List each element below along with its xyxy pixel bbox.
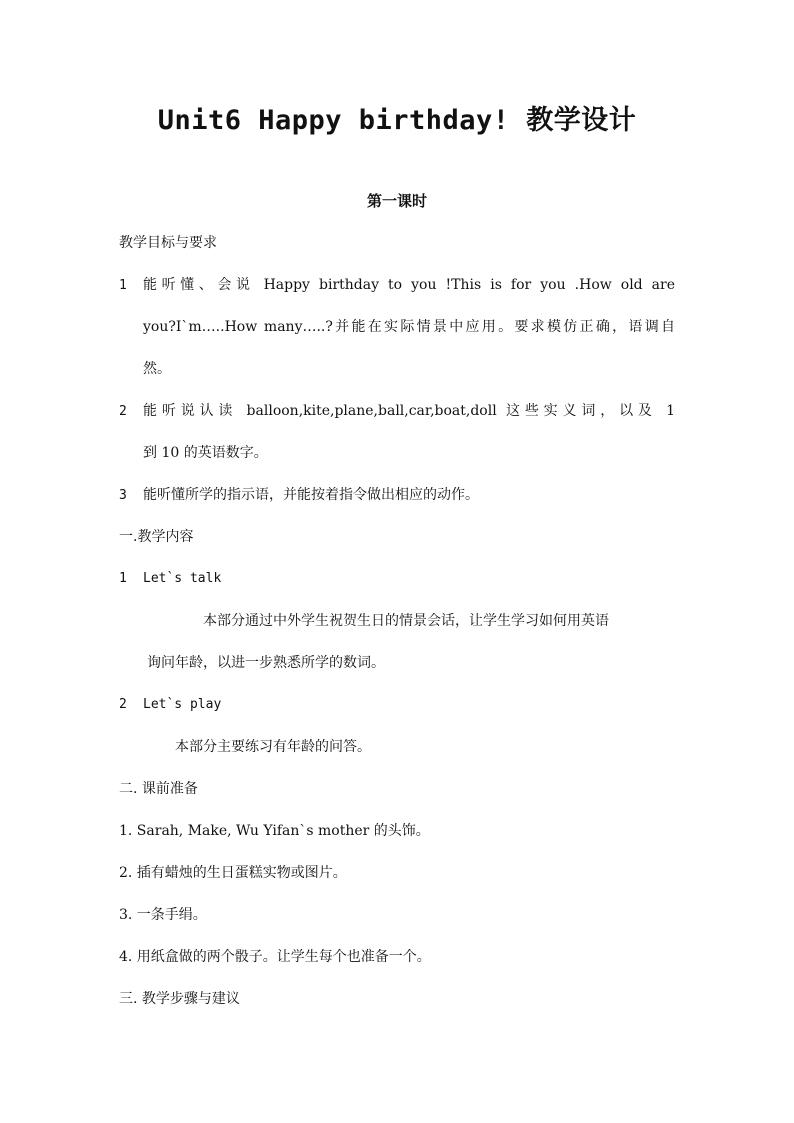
preparation-heading: 二. 课前准备	[119, 781, 198, 797]
objective-number: 2	[119, 404, 127, 419]
content-1-line-2: 询问年龄，以进一步熟悉所学的数词。	[147, 655, 385, 671]
objective-number: 1	[119, 278, 127, 293]
steps-heading: 三. 教学步骤与建议	[119, 991, 240, 1007]
content-number: 1	[119, 571, 127, 586]
objective-item	[119, 275, 143, 296]
preparation-item: 4. 用纸盒做的两个骰子。让学生每个也准备一个。	[119, 949, 431, 965]
content-item-2	[119, 695, 221, 715]
objective-1-line-2: you?I`m…..How many…..?并能在实际情景中应用。要求模仿正确，语调自	[143, 319, 675, 335]
objective-2-line-1: 能听说认读 balloon,kite,plane,ball,car,boat,doll 这些实义词，以及 1	[143, 403, 675, 419]
objective-item	[119, 401, 143, 422]
objective-number: 3	[119, 488, 127, 503]
objective-item	[119, 485, 143, 506]
objective-3-line-1: 能听懂所学的指示语，并能按着指令做出相应的动作。	[143, 487, 479, 503]
preparation-item: 2. 插有蜡烛的生日蛋糕实物或图片。	[119, 865, 347, 881]
objective-1-line-3: 然。	[143, 361, 171, 377]
objectives-heading: 教学目标与要求	[119, 235, 217, 251]
objective-2-line-2: 到 10 的英语数字。	[143, 445, 268, 461]
document-title: Unit6 Happy birthday! 教学设计	[157, 105, 637, 136]
objective-1-line-1: 能听懂、会说 Happy birthday to you !This is for you .How old are	[143, 277, 675, 293]
preparation-item: 1. Sarah, Make, Wu Yifan`s mother 的头饰。	[119, 823, 430, 839]
content-number: 2	[119, 697, 127, 712]
content-2-line-1: 本部分主要练习有年龄的问答。	[175, 739, 371, 755]
preparation-item: 3. 一条手绢。	[119, 907, 207, 923]
content-item-1	[119, 569, 221, 589]
lesson-heading: 第一课时	[366, 192, 427, 210]
content-label: Let`s talk	[143, 571, 222, 586]
content-heading: 一.教学内容	[119, 529, 194, 545]
content-1-line-1: 本部分通过中外学生祝贺生日的情景会话，让学生学习如何用英语	[203, 613, 609, 629]
content-label: Let`s play	[143, 697, 222, 712]
